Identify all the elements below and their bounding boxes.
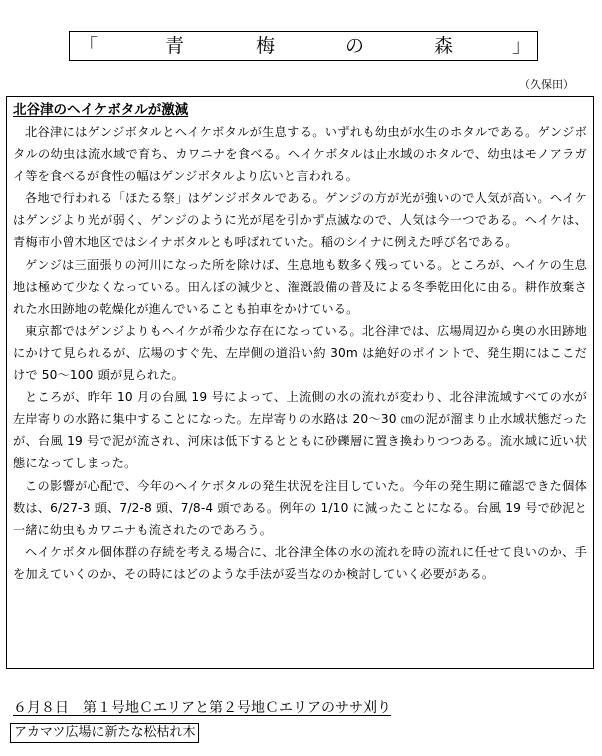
title-box [69,31,538,61]
article-box [6,96,594,669]
title-bracket-open: 「 [79,35,99,57]
paragraph: 東京都ではゲンジよりもヘイケが希少な存在になっている。北谷津では、広場周辺から奥の水田跡地にかけて見られるが、広場のすぐ先、左岸側の道沿い約 30m は絶好のポイントで、発生期にはここだけで 50～100 頭が見られた。 [13,323,587,383]
author: （久保田） [519,78,574,91]
paragraph: ゲンジは三面張りの河川になった所を除けば、生息地も数多く残っている。ところが、ヘイケの生息地は極めて少なくなっている。田んぼの減少と、潅漑設備の普及による冬季乾田化に由る。耕作放棄された水田跡地の乾燥化が進んでいることも拍車をかけている。 [13,257,587,316]
title-bracket-close: 」 [512,35,532,57]
title-char-3: の [345,35,365,57]
section-title: ６月８日 第１号地Ｃエリアと第２号地Ｃエリアのササ刈り [13,700,391,716]
article-body [13,121,587,585]
title-char-4: 森 [434,35,454,57]
paragraph: ところが、昨年 10 月の台風 19 号によって、上流側の水の流れが変わり、北谷津流域すべての水が左岸寄りの水路に集中することになった。左岸寄りの水路は 20～30 ㎝の泥が溜まり止水域状態だったが、台風 19 号で泥が流され、河床は低下するとともに砂礫層に置き換わりつつある。流水域に近い状態になってしまった。 [13,390,587,471]
title-char-2: 梅 [256,35,276,57]
section-subtitle: アカマツ広場に新たな松枯れ木 [10,723,199,743]
paragraph: この影響が心配で、今年のヘイケボタルの発生状況を注目していた。今年の発生期に確認できた個体数は、6/27-3 頭、7/2-8 頭、7/8-4 頭である。例年の 1/10 に減ったことになる。台風 19 号で砂泥と一緒に幼虫もカワニナも流されたのであろう。 [13,478,587,537]
paragraph: 北谷津にはゲンジボタルとヘイケボタルが生息する。いずれも幼虫が水生のホタルである。ゲンジボタルの幼虫は流水域で育ち、カワニナを食べる。ヘイケボタルは止水域のホタルで、幼虫はモノアラガイ等を食べるが食性の幅はゲンジボタルより広いと言われる。 [13,125,587,184]
paragraph: 各地で行われる「ほたる祭」はゲンジボタルである。ゲンジの方が光が強いので人気が高い。ヘイケはゲンジより光が弱く、ゲンジのように光が尾を引かず点滅なので、人気は今一つである。ヘイケは、青梅市小曾木地区ではシイナボタルとも呼ばれていた。稲のシイナに例えた呼び名である。 [13,191,587,250]
article-heading: 北谷津のヘイケボタルが激減 [13,102,189,118]
paragraph: ヘイケボタル個体群の存続を考える場合に、北谷津全体の水の流れを時の流れに任せて良いのか、手を加えていくのか、その時にはどのような手法が妥当なのか検討していく必要がある。 [13,544,587,581]
title-char-1: 青 [165,35,185,57]
